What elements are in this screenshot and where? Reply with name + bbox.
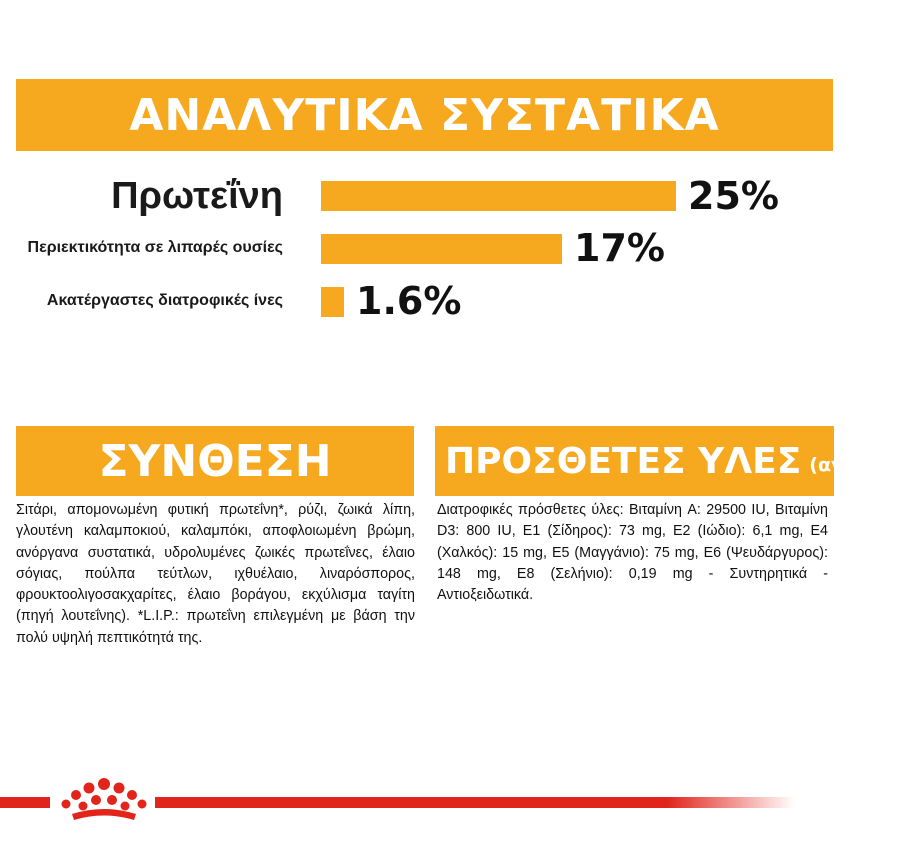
row-label: Πρωτεΐνη [111, 174, 283, 217]
royal-canin-crown-icon [56, 776, 152, 826]
footer-line-right [155, 797, 795, 808]
composition-text: Σιτάρι, απομονωμένη φυτική πρωτεΐνη*, ρύζι, ζωικά λίπη, γλουτένη καλαμποκιού, καλαμπόκι, αποφλοιωμένη βρώμη, ανόργανα συστατικά, υδρολυμένες ζωικές πρωτεΐνες, έλαιο σόγιας, πούλπα τεύτλων, ιχθυέλαιο, λιναρόσπορος, φρουκτοολιγοσακχαρίτες, έλαιο βοράγου, εκχύλισμα ταγίτη (πηγή λουτεΐνης). *L.I.P.: πρωτεΐνη επιλεγμένη με βάση την πολύ υψηλή πεπτικότητά της. [16, 502, 415, 646]
row-value: 25% [688, 174, 779, 218]
row-bar [321, 287, 344, 317]
row-label: Περιεκτικότητα σε λιπαρές ουσίες [27, 239, 283, 256]
row-label: Ακατέργαστες διατροφικές ίνες [46, 292, 283, 309]
row-value: 1.6% [356, 279, 462, 323]
row-bar [321, 181, 676, 211]
composition-title: ΣΥΝΘΕΣΗ [98, 435, 332, 487]
analytics-row-fat [16, 222, 833, 274]
analytics-title: ΑΝΑΛΥΤΙΚΑ ΣΥΣΤΑΤΙΚΑ [129, 89, 720, 141]
analytics-banner [16, 79, 833, 151]
composition-banner [16, 426, 414, 496]
analytics-row-protein [16, 170, 833, 222]
row-bar [321, 234, 562, 264]
additives-text: Διατροφικές πρόσθετες ύλες: Βιταμίνη A: 29500 IU, Βιταμίνη D3: 800 IU, E1 (Σίδηρος): 73 mg, E2 (Ιώδιο): 6,1 mg, E4 (Χαλκός): 15 mg, E5 (Μαγγάνιο): 75 mg, E6 (Ψευδάργυρος): 148 mg, E8 (Σελήνιο): 0,19 mg - Συντηρητικά - Αντιοξειδωτικά. [437, 502, 828, 604]
additives-title: ΠΡΟΣΘΕΤΕΣ ΥΛΕΣ [445, 440, 802, 482]
analytics-row-fibre [16, 275, 833, 327]
row-value: 17% [574, 226, 665, 270]
additives-banner [435, 426, 899, 496]
additives-unit: (ανά kg) [809, 454, 899, 476]
footer-line-left [0, 797, 50, 808]
